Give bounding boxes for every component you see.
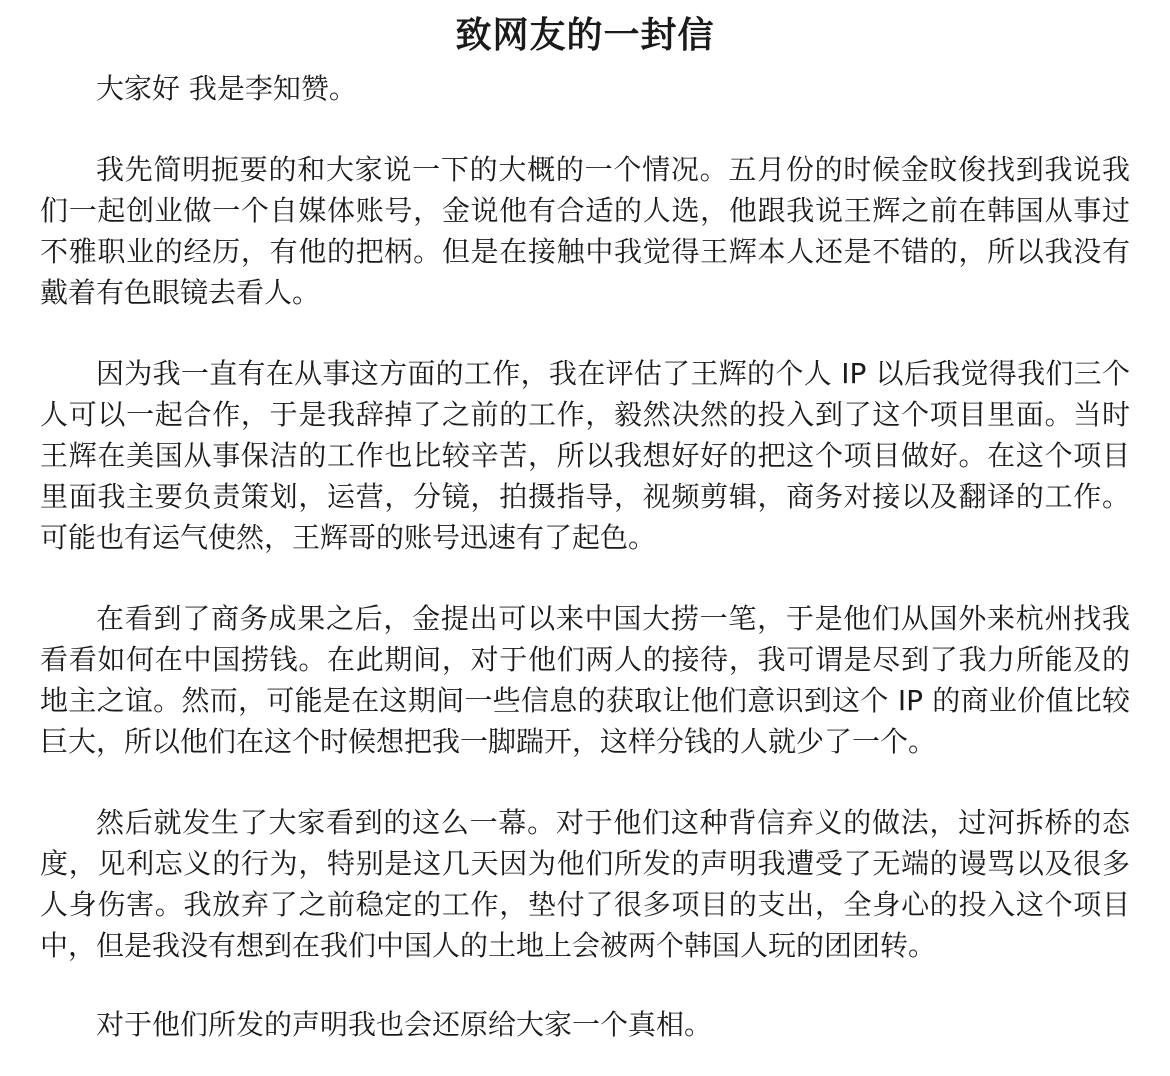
paragraph-spacer — [40, 109, 1130, 149]
letter-title: 致网友的一封信 — [455, 14, 715, 56]
letter-paragraph-3: 在看到了商务成果之后，金提出可以来中国大捞一笔，于是他们从国外来杭州找我看看如何在中国捞钱。在此期间，对于他们两人的接待，我可谓是尽到了我力所能及的地主之谊。然而，可能是在这期间一些信息的获取让他们意识到这个 IP 的商业价值比较巨大，所以他们在这个时候想把我一脚踹开，这样分钱的人就少了一个。 — [40, 602, 1130, 758]
paragraph-spacer — [40, 313, 1130, 353]
letter-paragraph-1: 我先简明扼要的和大家说一下的大概的一个情况。五月份的时候金旼俊找到我说我们一起创业做一个自媒体账号，金说他有合适的人选，他跟我说王辉之前在韩国从事过不雅职业的经历，有他的把柄。但是在接触中我觉得王辉本人还是不错的，所以我没有戴着有色眼镜去看人。 — [40, 153, 1130, 309]
letter-paragraph-4: 然后就发生了大家看到的这么一幕。对于他们这种背信弃义的做法，过河拆桥的态度，见利忘义的行为，特别是这几天因为他们所发的声明我遭受了无端的谩骂以及很多人身伤害。我放弃了之前稳定的工作，垫付了很多项目的支出，全身心的投入这个项目中，但是我没有想到在我们中国人的土地上会被两个韩国人玩的团团转。 — [40, 806, 1130, 962]
paragraph-spacer — [40, 762, 1130, 802]
letter-greeting: 大家好 我是李知赞。 — [96, 72, 357, 105]
paragraph-spacer — [40, 966, 1130, 1004]
paragraph-spacer — [40, 558, 1130, 598]
letter-paragraph-5: 对于他们所发的声明我也会还原给大家一个真相。 — [96, 1008, 713, 1041]
letter-paragraph-2: 因为我一直有在从事这方面的工作，我在评估了王辉的个人 IP 以后我觉得我们三个人可以一起合作，于是我辞掉了之前的工作，毅然决然的投入到了这个项目里面。当时王辉在美国从事保洁的工作也比较辛苦，所以我想好好的把这个项目做好。在这个项目里面我主要负责策划，运营，分镜，拍摄指导，视频剪辑，商务对接以及翻译的工作。可能也有运气使然，王辉哥的账号迅速有了起色。 — [40, 357, 1130, 554]
